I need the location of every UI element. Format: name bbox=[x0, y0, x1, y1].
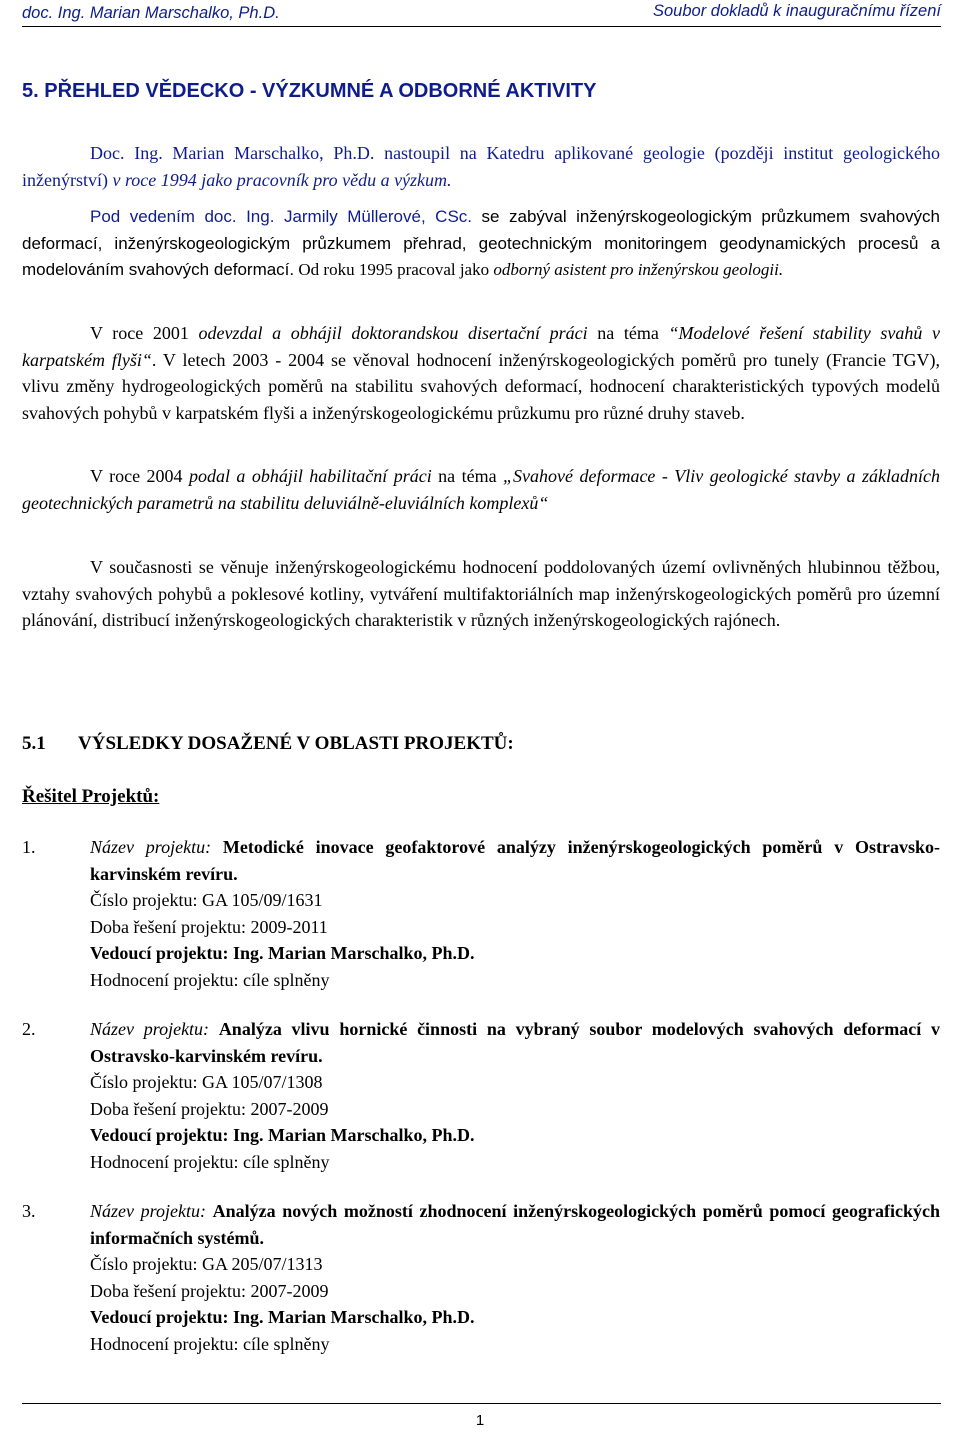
header-author: doc. Ing. Marian Marschalko, Ph.D. bbox=[22, 4, 280, 22]
project-name-label: Název projektu: bbox=[90, 1019, 210, 1039]
project-name-label: Název projektu: bbox=[90, 837, 212, 857]
project-leader: Vedoucí projektu: Ing. Marian Marschalko, Ph.D. bbox=[90, 1125, 475, 1145]
section-heading: 5. PŘEHLED VĚDECKO - VÝZKUMNÉ A ODBORNÉ AKTIVITY bbox=[22, 80, 597, 102]
project-name-label: Název projektu: bbox=[90, 1201, 206, 1221]
project-title: Metodické inovace geofaktorové analýzy inženýrskogeologických poměrů v Ostravsko-karvinském revíru. bbox=[90, 837, 940, 884]
project-number: 1. bbox=[22, 837, 36, 857]
subsection-title: VÝSLEDKY DOSAŽENÉ V OBLASTI PROJEKTŮ: bbox=[78, 733, 514, 754]
paragraph-text: na téma bbox=[431, 466, 504, 486]
project-evaluation: Hodnocení projektu: cíle splněny bbox=[90, 969, 330, 990]
subsection-number: 5.1 bbox=[22, 733, 46, 754]
projects-subheading: Řešitel Projektů: bbox=[22, 786, 160, 807]
paragraph-text-italic: odevzdal a obhájil doktorandskou disertační práci bbox=[198, 323, 588, 343]
footer-rule bbox=[22, 1403, 941, 1404]
paragraph-text: . V letech 2003 - 2004 se věnoval hodnocení inženýrskogeologických poměrů pro tunely (Francie TGV), vlivu změny hydrogeologických poměrů na stabilitu svahových deformací, hodnocení charakteristických typových modelů svahových pohybů v karpatském flyši a inženýrskogeologickému průzkumu pro různé druhy staveb. bbox=[22, 349, 940, 423]
paragraph-text-italic: odborný asistent pro inženýrskou geologii. bbox=[493, 260, 784, 279]
paragraph-text: na téma bbox=[587, 323, 669, 343]
project-item bbox=[22, 834, 940, 993]
paragraph-text: se zabýval inženýrskogeologickým průzkumem svahových deformací, inženýrskogeologickým průzkumem přehrad, geotechnickým monitoringem geodynamických procesů a modelováním svahových deformací. bbox=[22, 207, 940, 279]
paragraph-text-italic: podal a obhájil habilitační práci bbox=[188, 466, 432, 486]
page-number: 1 bbox=[475, 1412, 485, 1429]
paragraph-supervision bbox=[22, 204, 940, 284]
header-rule bbox=[22, 26, 941, 27]
project-item bbox=[22, 1198, 940, 1357]
paragraph-dissertation bbox=[22, 320, 940, 426]
project-evaluation: Hodnocení projektu: cíle splněny bbox=[90, 1333, 330, 1354]
project-number-line: Číslo projektu: GA 105/09/1631 bbox=[90, 890, 323, 910]
page-header bbox=[22, 0, 941, 30]
project-evaluation: Hodnocení projektu: cíle splněny bbox=[90, 1151, 330, 1172]
project-leader: Vedoucí projektu: Ing. Marian Marschalko, Ph.D. bbox=[90, 943, 475, 963]
person-name: Doc. Ing. Marian Marschalko, Ph.D. bbox=[90, 143, 375, 163]
paragraph-text: V současnosti se věnuje inženýrskogeologickému hodnocení poddolovaných území ovlivněných hlubinnou těžbou, vztahy svahových pohybů a poklesové kotliny, vytváření multifaktoriálních map inženýrskogeologických poměrů pro územní plánování, distribucí inženýrskogeologických charakteristik v různých inženýrskogeologických rajónech. bbox=[22, 557, 940, 630]
habilitation-title: „Svahové deformace - Vliv geologické stavby a základních geotechnických parametrů na stabilitu deluviálně-eluviálních komplexů“ bbox=[22, 466, 940, 513]
dissertation-title: “Modelové řešení stability svahů v karpatském flyši“ bbox=[22, 323, 940, 370]
paragraph-employment bbox=[22, 140, 940, 193]
paragraph-current-work bbox=[22, 554, 940, 634]
project-duration: Doba řešení projektu: 2007-2009 bbox=[90, 1280, 329, 1301]
subsection-heading bbox=[22, 733, 514, 755]
project-number: 3. bbox=[22, 1201, 36, 1221]
paragraph-text: Od roku 1995 pracoval jako bbox=[294, 260, 494, 279]
project-title: Analýza nových možností zhodnocení inženýrskogeologických poměrů pomocí geografických informačních systémů. bbox=[90, 1201, 940, 1248]
paragraph-text: V roce 2001 bbox=[90, 323, 199, 343]
project-number: 2. bbox=[22, 1019, 36, 1039]
project-leader: Vedoucí projektu: Ing. Marian Marschalko, Ph.D. bbox=[90, 1307, 475, 1327]
project-item bbox=[22, 1016, 940, 1175]
header-document-title: Soubor dokladů k inauguračnímu řízení bbox=[652, 2, 941, 20]
project-duration: Doba řešení projektu: 2007-2009 bbox=[90, 1098, 329, 1119]
supervisor-name: Pod vedením doc. Ing. Jarmily Müllerové, CSc. bbox=[90, 207, 473, 226]
project-duration: Doba řešení projektu: 2009-2011 bbox=[90, 916, 328, 937]
project-title: Analýza vlivu hornické činnosti na vybraný soubor modelových svahových deformací v Ostravsko-karvinském revíru. bbox=[90, 1019, 941, 1066]
paragraph-text-italic: v roce 1994 jako pracovník pro vědu a výzkum. bbox=[112, 169, 452, 190]
paragraph-text: V roce 2004 bbox=[90, 466, 189, 486]
paragraph-habilitation bbox=[22, 463, 940, 516]
project-number-line: Číslo projektu: GA 105/07/1308 bbox=[90, 1072, 323, 1092]
project-number-line: Číslo projektu: GA 205/07/1313 bbox=[90, 1254, 323, 1274]
paragraph-text: nastoupil na Katedru aplikované geologie (později institut geologického inženýrství) bbox=[22, 143, 940, 190]
